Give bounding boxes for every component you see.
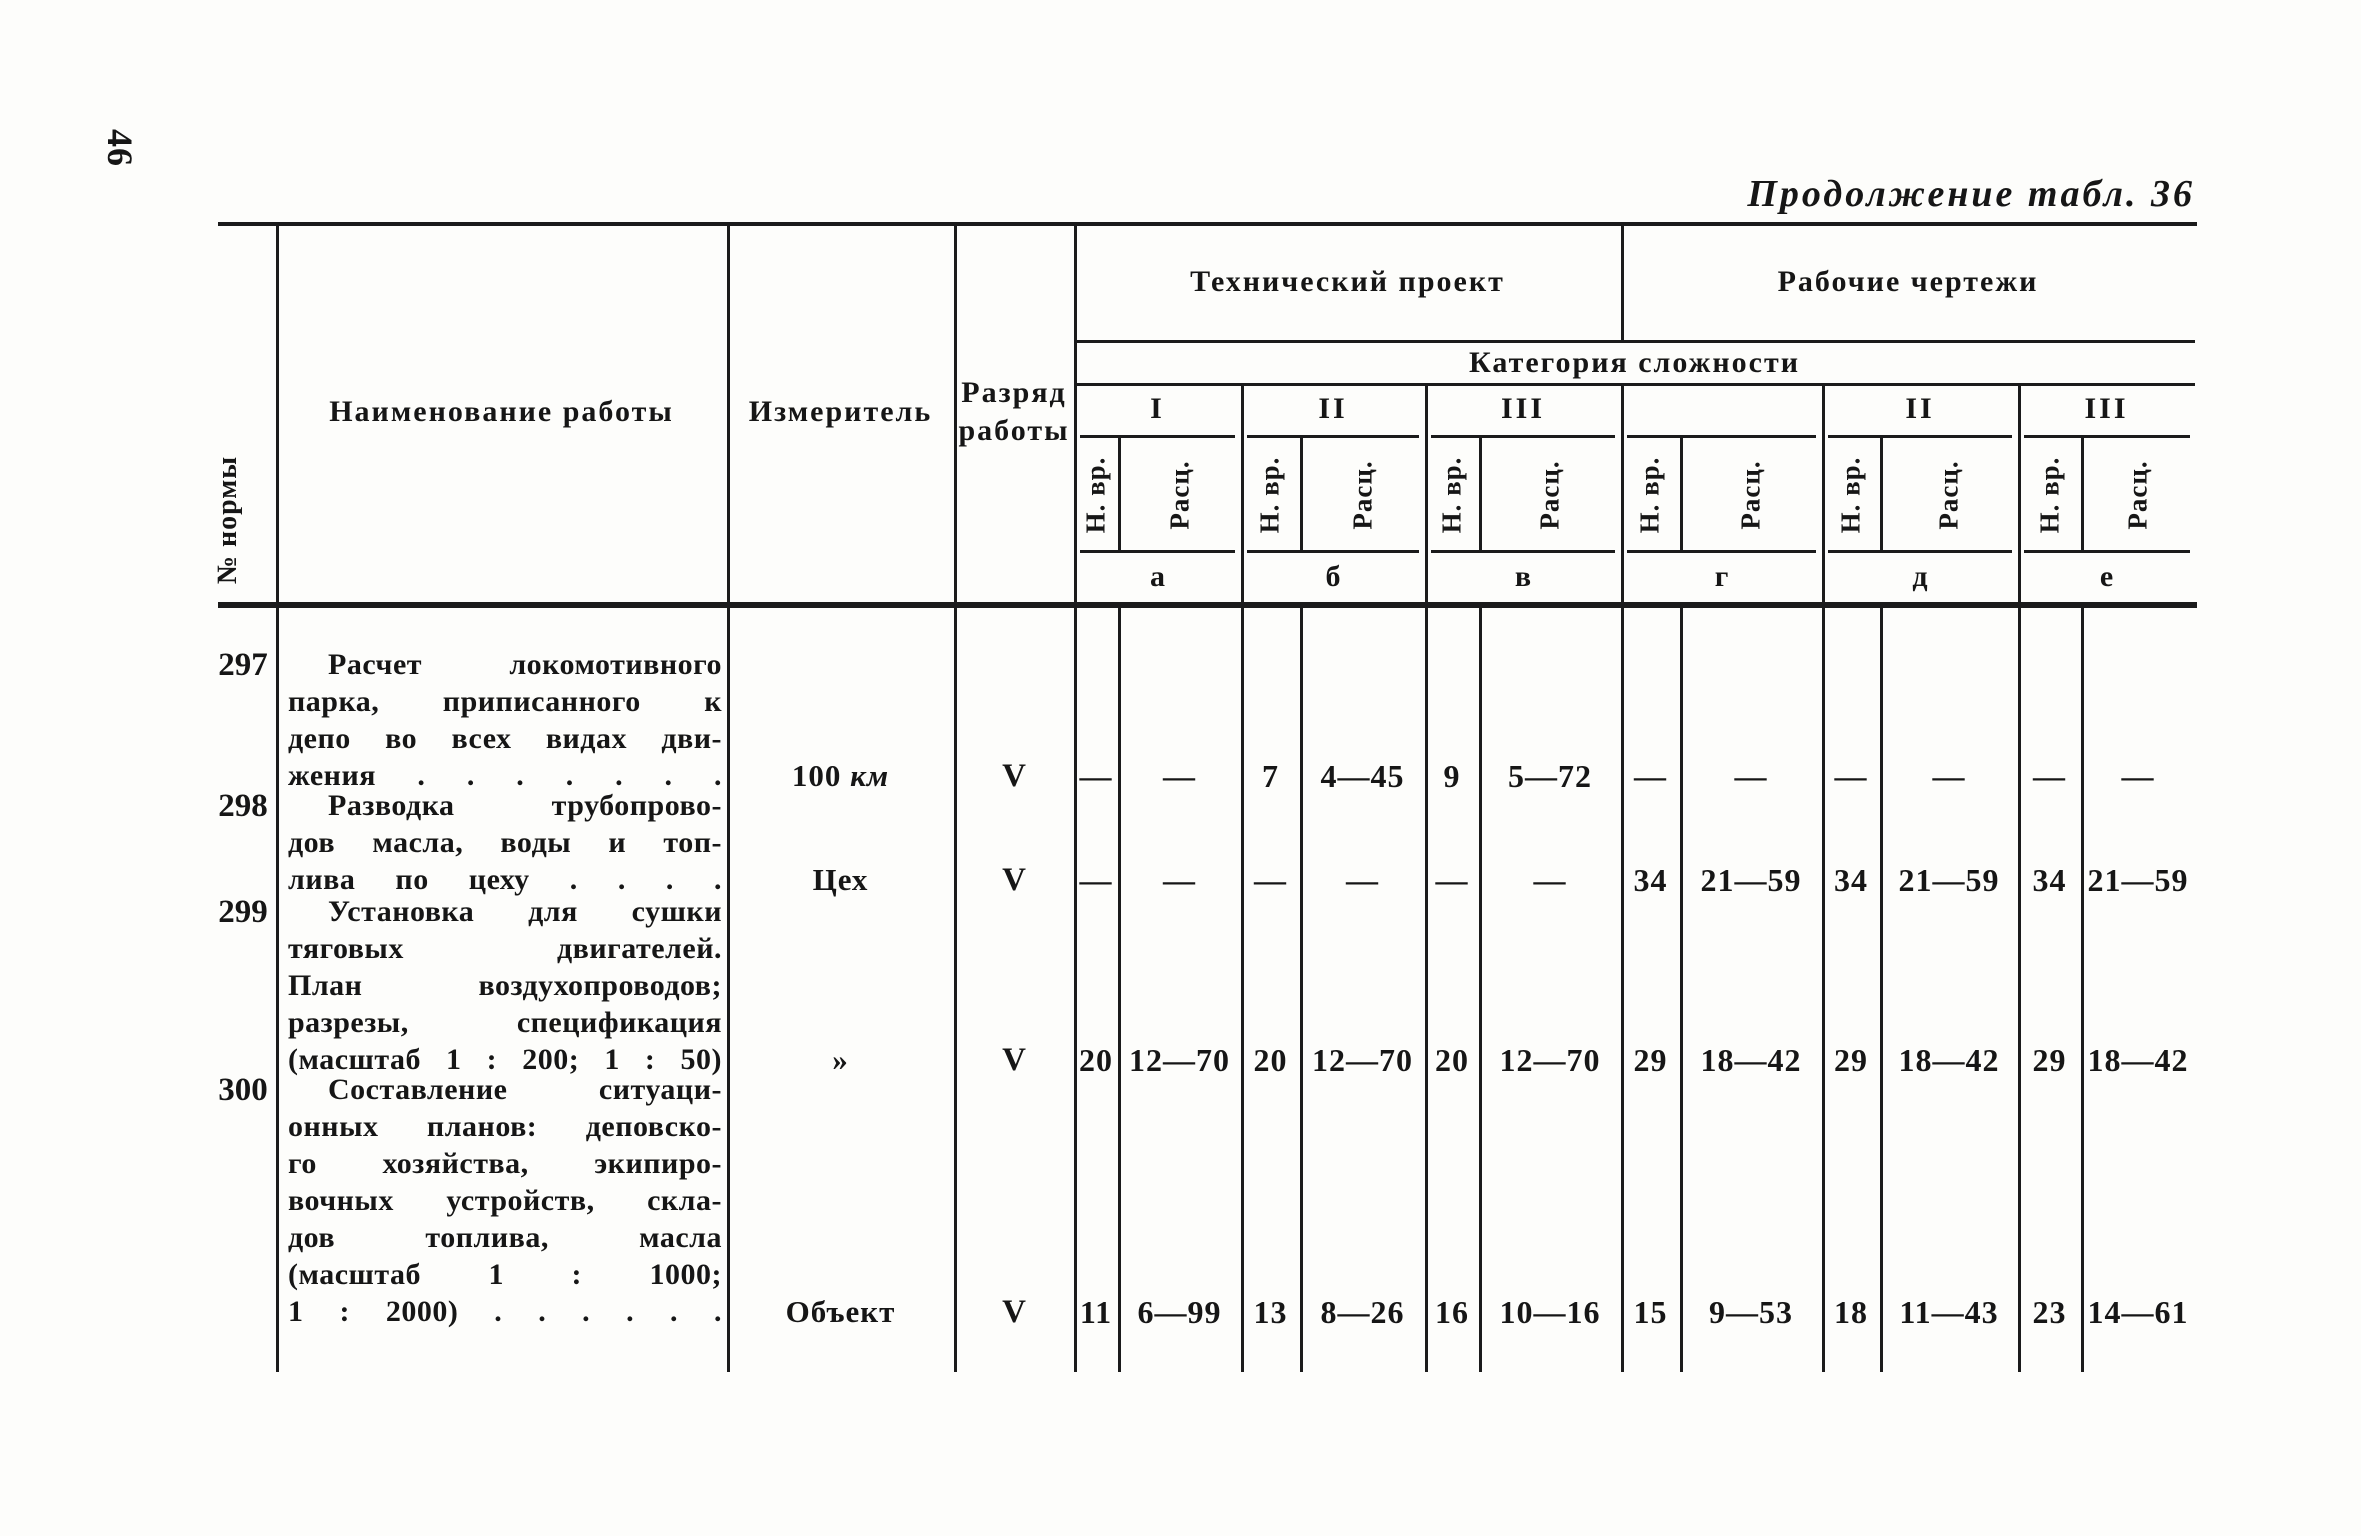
value-cell: 18—42 xyxy=(1898,1041,2000,1078)
column-header-norm-number: № нормы xyxy=(212,455,243,585)
value-cell: 18 xyxy=(1834,1293,1868,1330)
value-cell: 16 xyxy=(1435,1293,1469,1330)
subcol-time-label: Н. вр. xyxy=(2034,456,2065,534)
value-cell: 21—59 xyxy=(2087,861,2189,898)
group-header-working-drawings: Рабочие чертежи xyxy=(1777,265,2039,298)
table-rule-h xyxy=(1247,550,1419,553)
value-cell: 6—99 xyxy=(1137,1293,1222,1330)
group-letter: а xyxy=(1150,560,1165,593)
work-name-line: разрезы, спецификация xyxy=(288,1006,722,1039)
table-continuation-title: Продолжение табл. 36 xyxy=(1747,173,2195,215)
page-number: 46 xyxy=(100,129,140,167)
row-number: 297 xyxy=(218,646,268,683)
table-rule-v xyxy=(2081,438,2084,552)
value-cell: — xyxy=(1079,861,1113,898)
value-cell: 29 xyxy=(1834,1041,1868,1078)
table-rule-v xyxy=(1118,438,1121,552)
value-cell: 20 xyxy=(1435,1041,1469,1078)
work-name-line: вочных устройств, скла- xyxy=(288,1184,722,1217)
group-numeral: II xyxy=(1318,392,1348,425)
value-cell: 20 xyxy=(1253,1041,1288,1078)
table-rule-h xyxy=(1431,550,1615,553)
measure-cell: Цех xyxy=(812,862,869,897)
table-rule-h xyxy=(1627,435,1816,438)
group-numeral: III xyxy=(2084,392,2129,425)
value-cell: — xyxy=(1346,861,1379,898)
table-rule-v xyxy=(2081,608,2084,1372)
row-number: 300 xyxy=(218,1071,268,1108)
value-cell: 29 xyxy=(1633,1041,1668,1078)
work-name-line: депо во всех видах дви- xyxy=(288,722,722,755)
table-rule-h xyxy=(1080,435,1235,438)
value-cell: 8—26 xyxy=(1320,1293,1405,1330)
table-rule-v xyxy=(1880,438,1883,552)
work-name-line: парка, приписанного к xyxy=(288,685,722,718)
work-name-line: 1 : 2000) . . . . . . xyxy=(288,1295,722,1328)
table-rule-v xyxy=(1479,438,1482,552)
table-rule-h xyxy=(218,222,2197,226)
value-cell: 5—72 xyxy=(1508,757,1592,794)
work-name-line: Расчет локомотивного xyxy=(328,648,722,681)
subcol-rate-label: Расц. xyxy=(1933,460,1964,530)
value-cell: 15 xyxy=(1633,1293,1668,1330)
value-cell: 18—42 xyxy=(2087,1041,2189,1078)
value-cell: — xyxy=(1254,861,1287,898)
table-rule-h xyxy=(1431,435,1615,438)
column-header-work-name: Наименование работы xyxy=(329,395,674,428)
value-cell: 12—70 xyxy=(1499,1041,1601,1078)
work-name-line: (масштаб 1 : 1000; xyxy=(288,1258,722,1291)
value-cell: — xyxy=(1734,757,1768,794)
value-cell: 12—70 xyxy=(1312,1041,1413,1078)
subcol-rate-label: Расц. xyxy=(1735,460,1766,530)
work-name-line: лива по цеху . . . . xyxy=(288,863,722,896)
value-cell: 18—42 xyxy=(1700,1041,1802,1078)
table-rule-h xyxy=(2024,550,2190,553)
group-letter: д xyxy=(1912,560,1928,593)
value-cell: 10—16 xyxy=(1499,1293,1601,1330)
value-cell: — xyxy=(1163,757,1196,794)
measure-cell xyxy=(727,754,954,798)
table-rule-h xyxy=(218,602,2197,608)
measure-cell: Объект xyxy=(785,1294,896,1329)
table-rule-v xyxy=(1118,608,1121,1372)
value-cell: 4—45 xyxy=(1320,757,1405,794)
grade-cell: V xyxy=(1002,1293,1026,1330)
value-cell: — xyxy=(2033,757,2066,794)
value-cell: 20 xyxy=(1079,1041,1113,1078)
value-cell: 34 xyxy=(2032,861,2067,898)
table-rule-v xyxy=(1300,438,1303,552)
work-name-line: (масштаб 1 : 200; 1 : 50) xyxy=(288,1043,722,1076)
work-name-line: дов топлива, масла xyxy=(288,1221,722,1254)
group-letter: е xyxy=(2099,560,2114,593)
subcol-rate-label: Расц. xyxy=(1347,460,1378,530)
table-rule-v xyxy=(1680,438,1683,552)
value-cell: 9 xyxy=(1443,757,1461,794)
subcol-rate-label: Расц. xyxy=(2122,460,2153,530)
group-letter: б xyxy=(1325,560,1341,593)
table-rule-h xyxy=(1080,550,1235,553)
value-cell: — xyxy=(1435,861,1469,898)
value-cell: 13 xyxy=(1253,1293,1288,1330)
group-letter: в xyxy=(1514,560,1532,593)
subcol-time-label: Н. вр. xyxy=(1436,456,1467,534)
value-cell: 23 xyxy=(2032,1293,2067,1330)
value-cell: — xyxy=(1533,861,1567,898)
subcol-rate-label: Расц. xyxy=(1164,460,1195,530)
grade-cell: V xyxy=(1002,757,1026,794)
value-cell: — xyxy=(1634,757,1667,794)
category-header: Категория сложности xyxy=(1469,346,1800,379)
table-rule-v xyxy=(1880,608,1883,1372)
work-name-line: тяговых двигателей. xyxy=(288,932,722,965)
work-name-line: дов масла, воды и топ- xyxy=(288,826,722,859)
value-cell: — xyxy=(1834,757,1868,794)
value-cell: 11 xyxy=(1079,1293,1113,1330)
work-name-line: онных планов: деповско- xyxy=(288,1110,722,1143)
table-rule-h xyxy=(1627,550,1816,553)
value-cell: — xyxy=(1163,861,1196,898)
table-rule-h xyxy=(1828,435,2012,438)
subcol-time-label: Н. вр. xyxy=(1835,456,1866,534)
subcol-time-label: Н. вр. xyxy=(1254,456,1285,534)
group-numeral: II xyxy=(1905,392,1935,425)
measure-cell: » xyxy=(832,1042,849,1077)
table-rule-v xyxy=(1300,608,1303,1372)
value-cell: — xyxy=(2121,757,2155,794)
value-cell: — xyxy=(1932,757,1966,794)
value-cell: 7 xyxy=(1262,757,1279,794)
value-cell: 34 xyxy=(1834,861,1868,898)
measure-value: 100 xyxy=(791,758,842,793)
work-name-line: го хозяйства, экипиро- xyxy=(288,1147,722,1180)
grade-cell: V xyxy=(1002,861,1026,898)
subcol-time-label: Н. вр. xyxy=(1080,456,1111,534)
value-cell: 34 xyxy=(1633,861,1668,898)
group-header-technical-project: Технический проект xyxy=(1190,265,1505,298)
group-letter: г xyxy=(1714,560,1729,593)
work-name-line: Разводка трубопрово- xyxy=(328,789,722,822)
value-cell: 11—43 xyxy=(1899,1293,1999,1330)
value-cell: 12—70 xyxy=(1129,1041,1230,1078)
subcol-time-label: Н. вр. xyxy=(1634,456,1665,534)
work-name-line: Установка для сушки xyxy=(328,895,722,928)
value-cell: 21—59 xyxy=(1898,861,2000,898)
work-name-line: жения . . . . . . . xyxy=(288,759,722,792)
work-name-line: План воздухопроводов; xyxy=(288,969,722,1002)
value-cell: 14—61 xyxy=(2087,1293,2189,1330)
table-rule-h xyxy=(2024,435,2190,438)
group-numeral: I xyxy=(1150,392,1165,425)
column-header-grade-line1: Разряд xyxy=(961,376,1067,409)
value-cell: 29 xyxy=(2032,1041,2067,1078)
table-rule-h xyxy=(1828,550,2012,553)
table-rule-v xyxy=(1680,608,1683,1372)
row-number: 298 xyxy=(218,787,268,824)
table-rule-h xyxy=(1247,435,1419,438)
group-numeral: III xyxy=(1500,392,1546,425)
subcol-rate-label: Расц. xyxy=(1534,460,1565,530)
measure-unit: км xyxy=(850,758,890,793)
group-numeral xyxy=(1621,389,1822,429)
value-cell: 21—59 xyxy=(1700,861,1802,898)
work-name-line: Составление ситуаци- xyxy=(328,1073,722,1106)
column-header-grade-line2: работы xyxy=(958,414,1070,447)
row-number: 299 xyxy=(218,893,268,930)
grade-cell: V xyxy=(1002,1041,1026,1078)
column-header-measure: Измеритель xyxy=(748,395,933,428)
value-cell: 9—53 xyxy=(1709,1293,1793,1330)
value-cell: — xyxy=(1079,757,1113,794)
table-rule-v xyxy=(1479,608,1482,1372)
